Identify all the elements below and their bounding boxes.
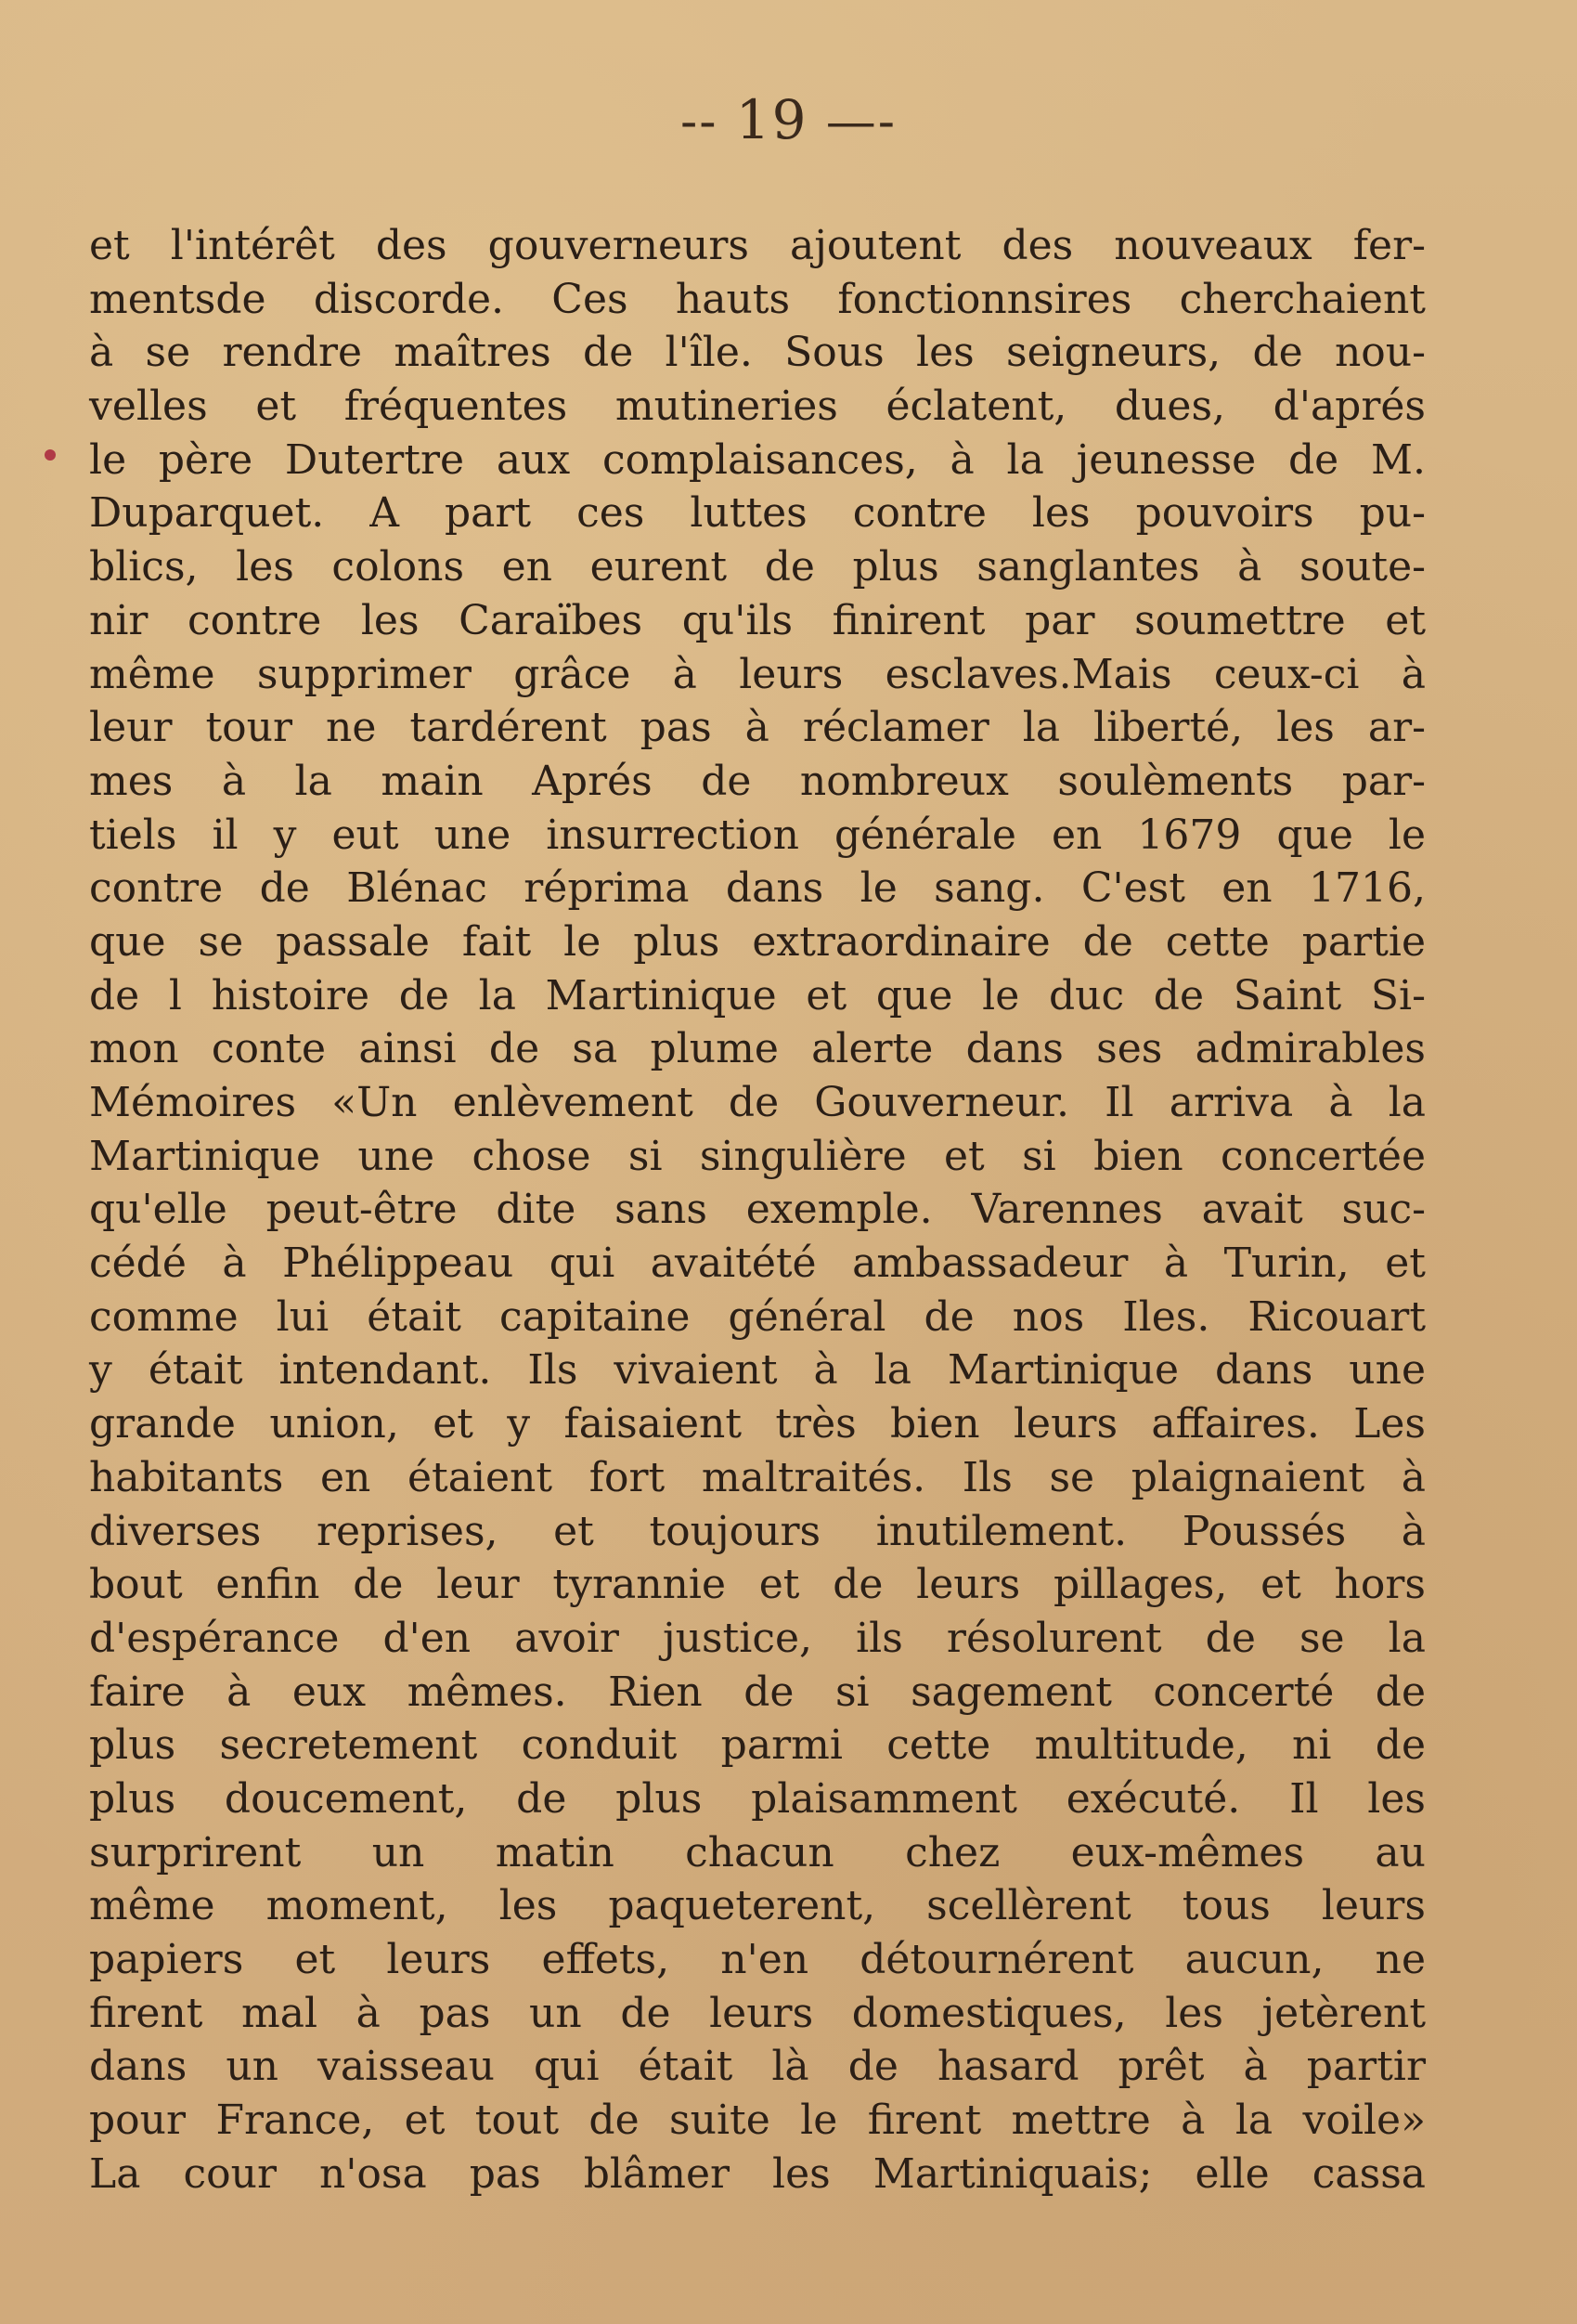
text-line: blics, les colons en eurent de plus sanglantes à soute- — [89, 543, 1426, 591]
page-number-left-dash: -- — [680, 92, 718, 150]
text-line: plus secretement conduit parmi cette multitude, ni de — [89, 1721, 1426, 1770]
text-line: nir contre les Caraïbes qu'ils finirent par soumettre et — [89, 596, 1426, 644]
text-line: surprirent un matin chacun chez eux-mêmes au — [89, 1828, 1426, 1876]
text-line: d'espérance d'en avoir justice, ils résolurent de se la — [89, 1614, 1426, 1662]
ink-speck — [45, 449, 56, 461]
text-line: et l'intérêt des gouverneurs ajoutent des nouveaux fer- — [89, 222, 1426, 269]
text-line: à se rendre maîtres de l'île. Sous les seigneurs, de nou- — [89, 329, 1426, 377]
text-line: Martinique une chose si singulière et si bien concertée — [89, 1132, 1426, 1180]
text-line: même moment, les paqueterent, scellèrent tous leurs — [89, 1882, 1426, 1930]
page-number — [0, 88, 1577, 151]
text-line: grande union, et y faisaient très bien leurs affaires. Les — [89, 1400, 1426, 1448]
page-number-right-dash: —- — [825, 92, 897, 150]
text-line: y était intendant. Ils vivaient à la Martinique dans une — [89, 1346, 1426, 1395]
text-line: La cour n'osa pas blâmer les Martiniquais; elle cassa — [89, 2149, 1426, 2198]
text-line: leur tour ne tardérent pas à réclamer la liberté, les ar- — [89, 704, 1426, 752]
text-line: dans un vaisseau qui était là de hasard prêt à partir — [89, 2043, 1426, 2091]
text-line: habitants en étaient fort maltraités. Ils se plaignaient à — [89, 1453, 1426, 1501]
text-line: Duparquet. A part ces luttes contre les pouvoirs pu- — [89, 489, 1426, 538]
text-line: même supprimer grâce à leurs esclaves.Mais ceux-ci à — [89, 650, 1426, 698]
body-text — [89, 219, 1426, 2201]
text-line: Mémoires «Un enlèvement de Gouverneur. Il arriva à la — [89, 1079, 1426, 1126]
text-line: mes à la main Aprés de nombreux soulèments par- — [89, 757, 1426, 805]
text-line: diverses reprises, et toujours inutilement. Poussés à — [89, 1507, 1426, 1555]
text-line: plus doucement, de plus plaisamment exécuté. Il les — [89, 1774, 1426, 1823]
text-line: le père Dutertre aux complaisances, à la jeunesse de M. — [89, 435, 1426, 484]
text-line: cédé à Phélippeau qui avaitété ambassadeur à Turin, et — [89, 1240, 1426, 1288]
text-line: comme lui était capitaine général de nos Iles. Ricouart — [89, 1292, 1426, 1341]
text-line: bout enfin de leur tyrannie et de leurs pillages, et hors — [89, 1561, 1426, 1609]
text-line: pour France, et tout de suite le firent mettre à la voile» — [89, 2097, 1426, 2145]
text-line: faire à eux mêmes. Rien de si sagement concerté de — [89, 1668, 1426, 1716]
page-number-value: 19 — [735, 88, 808, 151]
text-line: contre de Blénac réprima dans le sang. C'est en 1716, — [89, 864, 1426, 913]
text-line: tiels il y eut une insurrection générale en 1679 que le — [89, 811, 1426, 859]
text-line: que se passale fait le plus extraordinaire de cette partie — [89, 917, 1426, 966]
text-line: mentsde discorde. Ces hauts fonctionnsires cherchaient — [89, 275, 1426, 323]
text-line: velles et fréquentes mutineries éclatent, dues, d'aprés — [89, 383, 1426, 431]
text-line: qu'elle peut-être dite sans exemple. Varennes avait suc- — [89, 1186, 1426, 1234]
text-line: mon conte ainsi de sa plume alerte dans ses admirables — [89, 1025, 1426, 1073]
text-line: papiers et leurs effets, n'en détournérent aucun, ne — [89, 1936, 1426, 1983]
text-line: firent mal à pas un de leurs domestiques, les jetèrent — [89, 1989, 1426, 2037]
text-line: de l histoire de la Martinique et que le duc de Saint Si- — [89, 971, 1426, 1019]
